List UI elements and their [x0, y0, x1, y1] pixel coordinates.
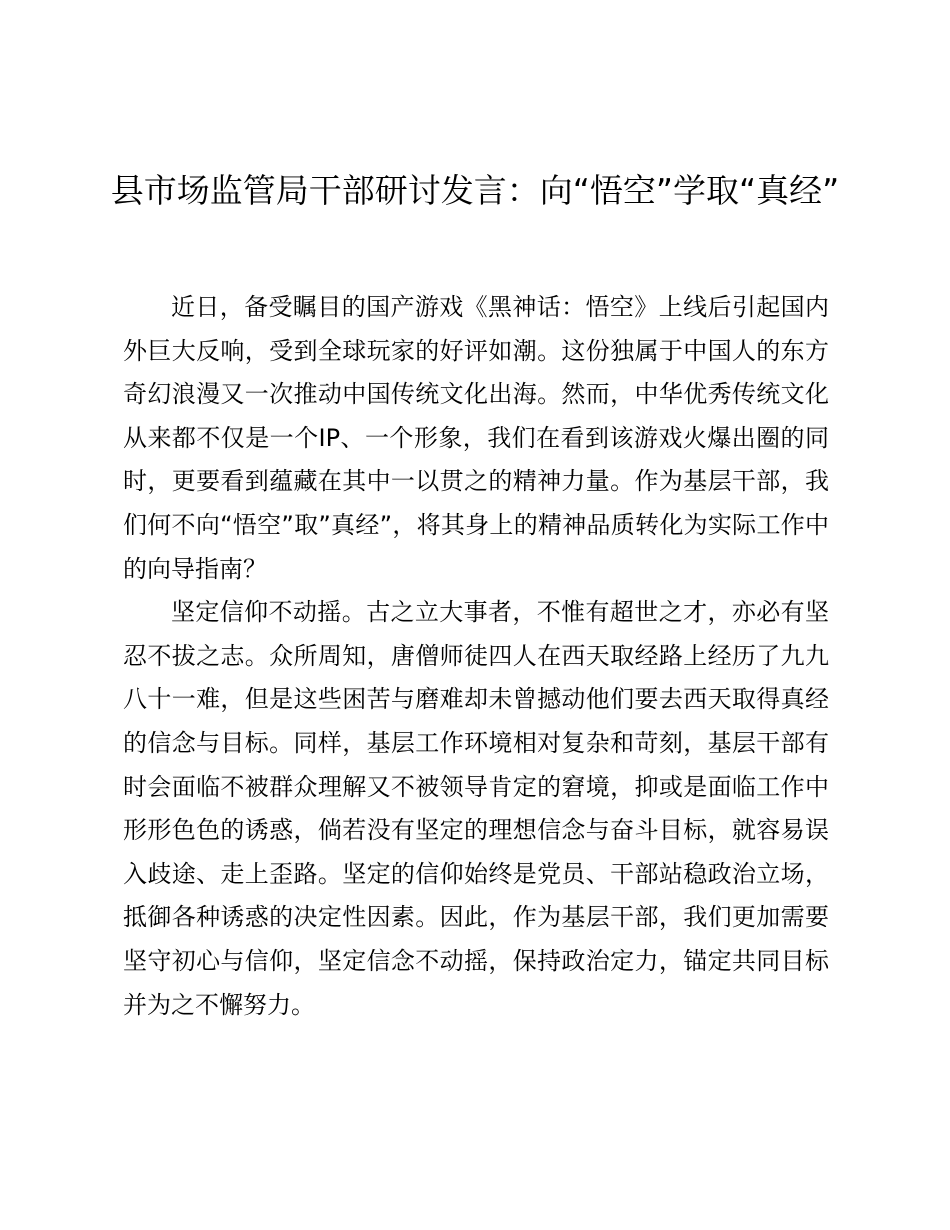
document-title: 县市场监管局干部研讨发言：向“悟空”学取“真经”	[110, 171, 840, 210]
body-paragraph-2: 坚定信仰不动摇。古之立大事者，不惟有超世之才，亦必有坚忍不拔之志。众所周知，唐僧师徒四人在西天取经路上经历了九九八十一难，但是这些困苦与磨难却未曾撼动他们要去西天取得真经的信念与目标。同样，基层工作环境相对复杂和苛刻，基层干部有时会面临不被群众理解又不被领导肯定的窘境，抑或是面临工作中形形色色的诱惑，倘若没有坚定的理想信念与奋斗目标，就容易误入歧途、走上歪路。坚定的信仰始终是党员、干部站稳政治立场，抵御各种诱惑的决定性因素。因此，作为基层干部，我们更加需要坚守初心与信仰，坚定信念不动摇，保持政治定力，锚定共同目标并为之不懈努力。	[123, 598, 829, 1019]
body-paragraph-1: 近日，备受瞩目的国产游戏《黑神话：悟空》上线后引起国内外巨大反响，受到全球玩家的好评如潮。这份独属于中国人的东方奇幻浪漫又一次推动中国传统文化出海。然而，中华优秀传统文化从来都不仅是一个IP、一个形象，我们在看到该游戏火爆出圈的同时，更要看到蕴藏在其中一以贯之的精神力量。作为基层干部，我们何不向“悟空”取”真经”，将其身上的精神品质转化为实际工作中的向导指南？	[123, 293, 829, 583]
document-body	[123, 286, 829, 1027]
